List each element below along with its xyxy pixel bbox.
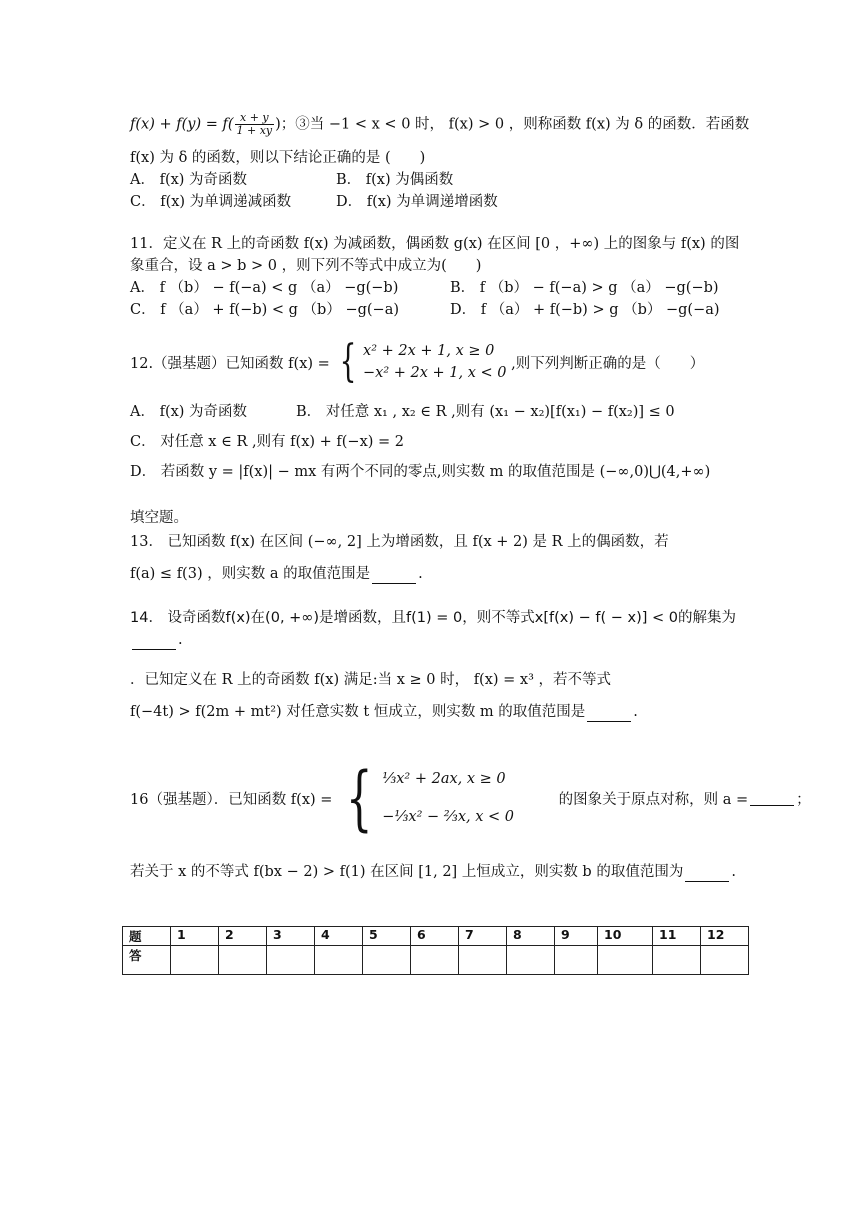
answer-cell[interactable] [459, 946, 507, 975]
answer-cell[interactable] [507, 946, 555, 975]
answer-cell[interactable] [653, 946, 701, 975]
answer-table [122, 926, 749, 975]
answer-cell[interactable] [555, 946, 598, 975]
question-number: 3 [267, 927, 315, 946]
question-number: 2 [219, 927, 267, 946]
q11-option-d: D． f （a） + f(−b) > g （b） −g(−a) [450, 302, 720, 318]
left-brace: { [340, 336, 357, 387]
q16-stem: 16（强基题）．已知函数 f(x) = { ⅓x² + 2ax, x ≥ 0 −⅓x² − ⅔x, x < 0 的图象关于原点对称，则 a = ； [130, 757, 811, 839]
q11-line1: 11．定义在 R 上的奇函数 f(x) 为减函数，偶函数 g(x) 在区间 [0 ，+∞) 上的图象与 f(x) 的图 [130, 236, 740, 252]
question-number: 4 [315, 927, 363, 946]
question-number: 12 [701, 927, 749, 946]
answer-cell[interactable] [701, 946, 749, 975]
question-number: 10 [598, 927, 653, 946]
q13-line1: 13． 已知函数 f(x) 在区间 (−∞, 2] 上为增函数，且 f(x + 2) 是 R 上的偶函数，若 [130, 534, 669, 550]
answer-cell[interactable] [267, 946, 315, 975]
answer-cell[interactable] [598, 946, 653, 975]
q10-option-d: D． f(x) 为单调递增函数 [336, 194, 498, 210]
table-row [123, 946, 749, 975]
q12-option-c: C． 对任意 x ∈ R ,则有 f(x) + f(−x) = 2 [130, 434, 405, 450]
piecewise-cases: x² + 2x + 1, x ≥ 0 −x² + 2x + 1, x < 0 [363, 343, 507, 381]
question-number: 5 [363, 927, 411, 946]
q10-option-b: B． f(x) 为偶函数 [336, 172, 454, 188]
question-number: 1 [171, 927, 219, 946]
q11-option-a: A． f （b） − f(−a) < g （a） −g(−b) [130, 280, 399, 296]
q14-line1: 14． 设奇函数f(x)在(0, +∞)是增函数，且f(1) = 0，则不等式x[f(x) − f( − x)] < 0的解集为 [130, 610, 737, 626]
q11-option-c: C． f （a） + f(−b) < g （b） −g(−a) [130, 302, 399, 318]
piecewise-cases: ⅓x² + 2ax, x ≥ 0 −⅓x² − ⅔x, x < 0 [382, 771, 514, 825]
q10-option-a: A． f(x) 为奇函数 [130, 172, 248, 188]
table-row [123, 927, 749, 946]
question-number: 8 [507, 927, 555, 946]
row-label: 题 [123, 927, 171, 946]
answer-cell[interactable] [219, 946, 267, 975]
row-label: 答 [123, 946, 171, 975]
answer-blank[interactable] [372, 569, 416, 584]
q11-line2: 象重合，设 a > b > 0 ，则下列不等式中成立为( ) [130, 258, 482, 274]
question-number: 7 [459, 927, 507, 946]
q10-option-c: C． f(x) 为单调递减函数 [130, 194, 292, 210]
answer-cell[interactable] [171, 946, 219, 975]
question-number: 9 [555, 927, 598, 946]
left-brace: { [345, 757, 373, 839]
answer-blank[interactable] [132, 635, 176, 650]
fraction: $\frac{x + y}{1 + xy}$ [236, 111, 273, 137]
q11-option-b: B． f （b） − f(−a) > g （a） −g(−b) [450, 280, 719, 296]
q13-line2: f(a) ≤ f(3) ，则实数 a 的取值范围是 . [130, 566, 423, 582]
q12-option-b: B． 对任意 x₁ , x₂ ∈ R ,则有 (x₁ − x₂)[f(x₁) − f(x₂)] ≤ 0 [296, 404, 675, 420]
answer-blank[interactable] [685, 867, 729, 882]
section-fill-in-title: 填空题。 [130, 510, 188, 526]
answer-blank[interactable] [750, 791, 794, 806]
q15-line2: f(−4t) > f(2m + mt²) 对任意实数 t 恒成立，则实数 m 的取值范围是 . [130, 704, 638, 720]
answer-blank[interactable] [587, 707, 631, 722]
q16-line2: 若关于 x 的不等式 f(bx − 2) > f(1) 在区间 [1, 2] 上恒成立，则实数 b 的取值范围为 . [130, 864, 736, 880]
q12-stem: 12.（强基题）已知函数 f(x) = { x² + 2x + 1, x ≥ 0 −x² + 2x + 1, x < 0 ,则下列判断正确的是（ ） [130, 336, 705, 387]
q10-line2: f(x) 为 δ 的函数，则以下结论正确的是 ( ) [130, 150, 426, 166]
q14-line2: . [130, 630, 183, 650]
answer-cell[interactable] [363, 946, 411, 975]
answer-cell[interactable] [411, 946, 459, 975]
q10-line1: f(x) + f(y) = f( $\frac{x + y}{1 + xy}$ )；③当 −1 < x < 0 时， f(x) > 0 ，则称函数 f(x) 为 δ 的函数．若函数 [130, 111, 750, 137]
q15-line1: ．已知定义在 R 上的奇函数 f(x) 满足:当 x ≥ 0 时， f(x) = x³ ，若不等式 [130, 672, 612, 688]
answer-cell[interactable] [315, 946, 363, 975]
question-number: 11 [653, 927, 701, 946]
q12-option-a: A． f(x) 为奇函数 [130, 404, 248, 420]
q12-option-d: D． 若函数 y = |f(x)| − mx 有两个不同的零点,则实数 m 的取值范围是 (−∞,0)⋃(4,+∞) [130, 464, 711, 480]
question-number: 6 [411, 927, 459, 946]
